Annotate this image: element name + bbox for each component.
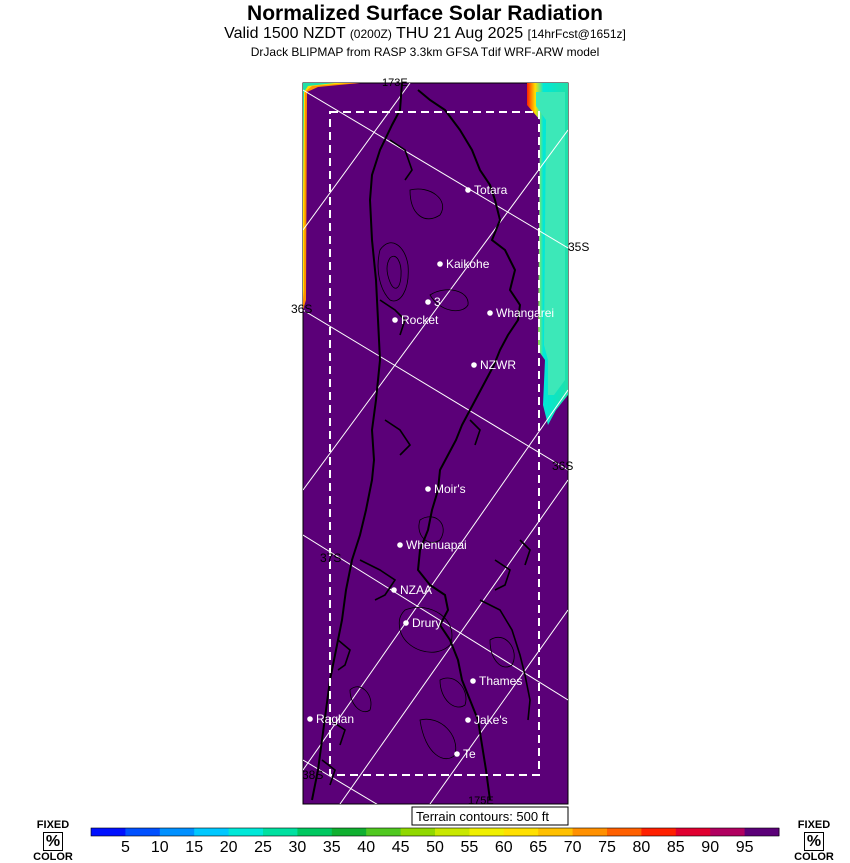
colorbar-swatch [469,828,504,836]
fixed-label: FIXED [797,819,831,831]
colorbar-tick-label: 95 [735,839,754,856]
colorbar-swatch [607,828,642,836]
colorbar-swatch [745,828,780,836]
color-label: COLOR [33,851,73,863]
colorbar-swatch [194,828,229,836]
colorbar-tick-label: 5 [120,839,130,856]
place-label: Kaikohe [446,257,490,271]
fixed-label: FIXED [36,819,70,831]
colorbar-tick-label: 55 [460,839,479,856]
colorbar-swatch [297,828,332,836]
place-label: Whangarei [496,306,555,320]
colorbar-swatch [332,828,367,836]
place-label: Drury [412,616,442,630]
lat-label-36s-left: 36S [291,302,313,316]
colorbar-tick-label: 35 [322,839,341,856]
colorbar-swatch [401,828,436,836]
colorbar-swatch [504,828,539,836]
colorbar-swatch [641,828,676,836]
forecast-date: THU 21 Aug 2025 [396,25,524,42]
colorbar-swatch [538,828,573,836]
colorbar-swatch [263,828,298,836]
page-title: Normalized Surface Solar Radiation [247,2,603,25]
place-label: NZWR [480,358,516,372]
colorbar-swatch [366,828,401,836]
place-label: Jake's [474,713,508,727]
place-label: Raglan [316,712,355,726]
place-label: NZAA [400,583,433,597]
place-label: Whenuapai [406,538,467,552]
colorbar-tick-label: 85 [666,839,685,856]
place-label: 3 [434,295,441,309]
colorbar-tick-label: 10 [150,839,169,856]
lon-label-175e: 175E [468,795,494,807]
colorbar-tick-label: 90 [701,839,720,856]
lat-label-37s: 37S [320,551,342,565]
colorbar-tick-label: 45 [391,839,410,856]
colorbar-tick-label: 70 [563,839,582,856]
lat-label-36s-right: 36S [552,459,574,473]
place-label: Thames [479,674,523,688]
model-description: DrJack BLIPMAP from RASP 3.3km GFSA Tdif WRF-ARW model [250,45,600,59]
colorbar-swatch [710,828,745,836]
fixed-color-label-right [791,820,837,863]
colorbar-tick-label: 15 [185,839,204,856]
lat-label-38s: 38S [302,768,324,782]
lon-label-173e: 173E [382,77,408,89]
place-label: Te [463,747,476,761]
colorbar-swatch [125,828,160,836]
color-label: COLOR [794,851,834,863]
colorbar-tick-label: 40 [357,839,376,856]
colorbar-swatch [91,828,126,836]
colorbar-tick-label: 80 [632,839,651,856]
place-label: Moir's [434,482,466,496]
valid-prefix: Valid 1500 NZDT [224,25,346,42]
colorbar-tick-label: 65 [529,839,548,856]
colorbar-tick-label: 60 [494,839,513,856]
lat-label-35s: 35S [568,240,590,254]
colorbar-tick-label: 50 [426,839,444,856]
colorbar-swatch [573,828,608,836]
percent-unit: % [43,832,63,851]
percent-unit: % [804,832,824,851]
colorbar-tick-label: 75 [598,839,616,856]
fixed-color-label-left [30,820,76,863]
place-label: Totara [474,183,508,197]
colorbar-swatch [229,828,264,836]
terrain-note: Terrain contours: 500 ft [416,809,549,824]
colorbar-tick-label: 20 [219,839,238,856]
place-label: Rocket [401,313,439,327]
colorbar-swatch [676,828,711,836]
colorbar-tick-label: 25 [254,839,272,856]
colorbar-swatch [160,828,195,836]
colorbar-tick-label: 30 [288,839,307,856]
forecast-hour: [14hrFcst@1651z] [527,27,626,41]
utc-time: (0200Z) [349,27,392,41]
colorbar-swatch [435,828,470,836]
